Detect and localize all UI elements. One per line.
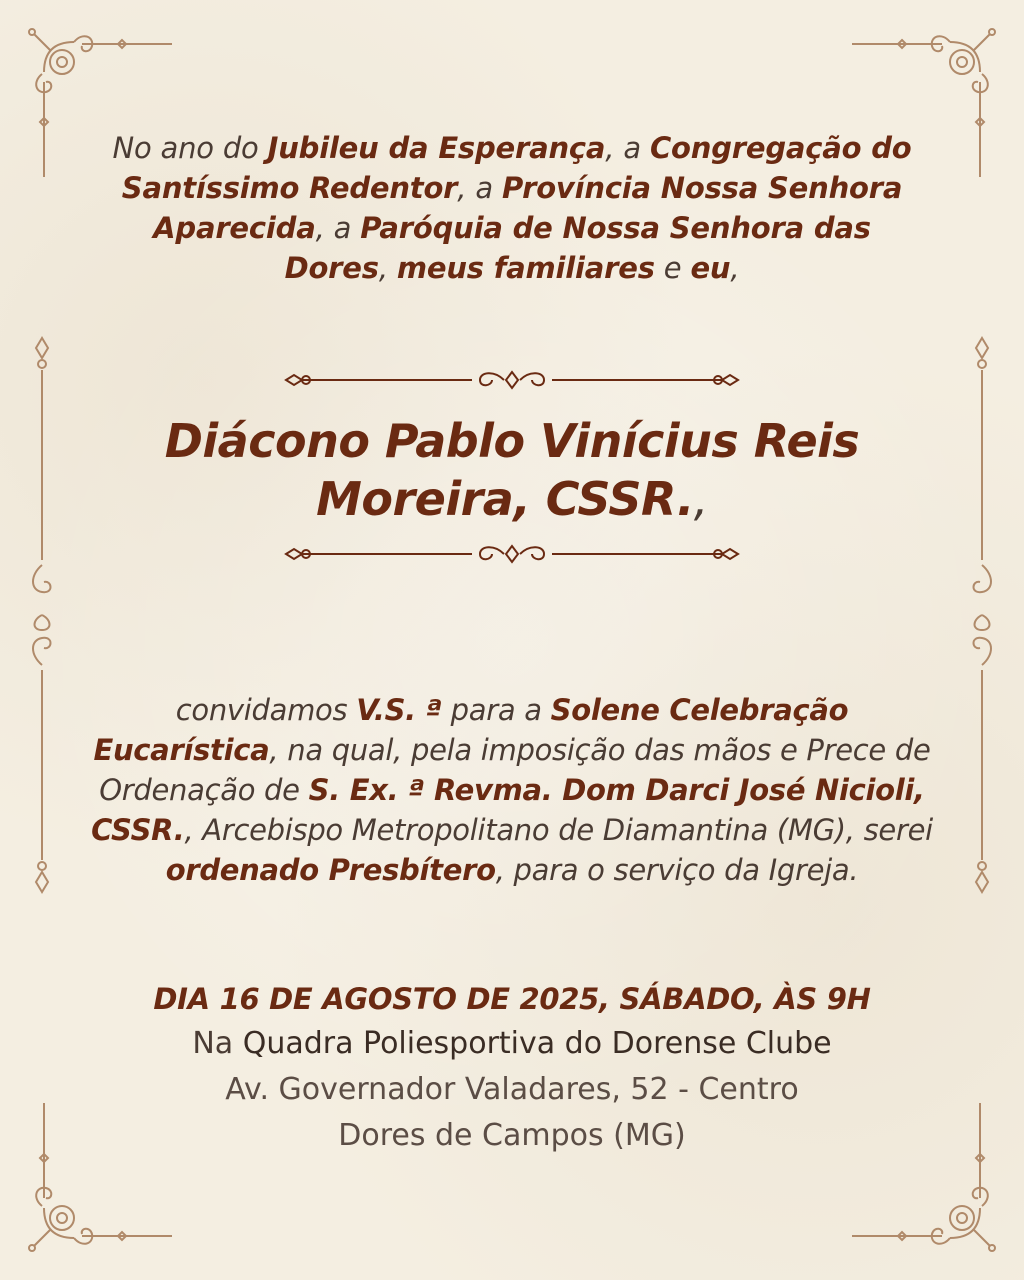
venue-name: Quadra Poliesportiva do Dorense Clube [242, 1026, 832, 1061]
intro-text: , [378, 251, 397, 285]
intro-jubilee: Jubileu da Esperança [267, 131, 606, 165]
intro-text: e [654, 251, 691, 285]
ordinand-name-text: Diácono Pablo Vinícius Reis Moreira, CSSR. [164, 414, 860, 526]
intro-family: meus familiares [396, 251, 655, 285]
event-venue [60, 1024, 964, 1064]
venue-prefix: Na [192, 1026, 243, 1061]
invitation-paragraph [90, 690, 934, 890]
side-flourish-left-icon [28, 330, 56, 900]
event-date: DIA 16 DE AGOSTO DE 2025, SÁBADO, ÀS 9H [153, 982, 871, 1016]
intro-parish: Paróquia de Nossa Senhora das Dores [284, 211, 871, 285]
side-flourish-right-icon [968, 330, 996, 900]
invite-celebration: Solene Celebração Eucarística [93, 693, 849, 767]
invite-text: para a [441, 693, 551, 727]
invite-bishop: S. Ex. ª Revma. Dom Darci José Nicioli, CSSR. [91, 773, 925, 847]
ornamental-divider-bottom-icon [282, 542, 742, 566]
invite-addressee: V.S. ª [356, 693, 442, 727]
intro-text: No ano do [112, 131, 268, 165]
intro-self: eu [690, 251, 731, 285]
ordinand-name-comma: , [693, 472, 708, 526]
intro-congregation: Congregação do Santíssimo Redentor [121, 131, 912, 205]
intro-text: , [730, 251, 740, 285]
ordinand-name [80, 412, 944, 528]
event-street: Av. Governador Valadares, 52 - Centro [225, 1072, 799, 1107]
invite-text: convidamos [175, 693, 357, 727]
intro-text: , a [605, 131, 650, 165]
invite-text: , na qual, pela imposição das mãos e Prece de Ordenação de [99, 733, 931, 807]
ornamental-divider-top-icon [282, 368, 742, 392]
intro-paragraph [100, 128, 924, 288]
intro-province: Província Nossa Senhora Aparecida [153, 171, 903, 245]
intro-text: , a [457, 171, 502, 205]
event-city: Dores de Campos (MG) [338, 1118, 686, 1153]
invite-text: , Arcebispo Metropolitano de Diamantina (MG), serei [184, 813, 933, 847]
intro-text: , a [315, 211, 361, 245]
invite-ordination: ordenado Presbítero [165, 853, 496, 887]
invite-text: , para o serviço da Igreja. [495, 853, 859, 887]
